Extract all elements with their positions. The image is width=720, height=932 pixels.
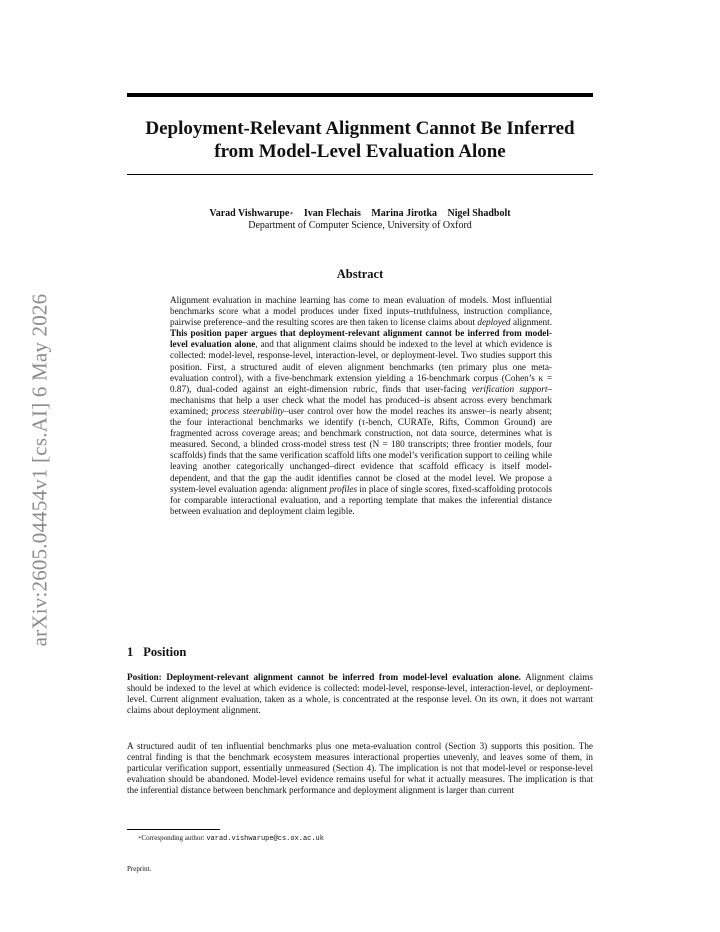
title-rule-bottom (127, 174, 593, 175)
abstract-text: , and that alignment claims should be indexed to the level at which evidence is collected: model-level, response-level, interaction-level, or deployment-level. Two studies support this position. First, a structured audit of eleven alignment benchmarks (ten primary plus one meta-evaluation control), with a five-benchmark extension yielding a 16-benchmark corpus (Cohen’s κ = 0.87), dual-coded against an eight-dimension rubric, finds that user-facing (170, 339, 552, 394)
author (209, 208, 293, 219)
section-title: Position (143, 645, 187, 659)
author (304, 208, 361, 219)
paragraph-text: Alignment claims should be indexed to the level at which evidence is collected: model-level, response-level, interaction-level, or deployment-level. Current alignment evaluation, taken as a whole, is concentrated at the response level. On its own, it does not warrant claims about deployment alignment. (127, 672, 593, 716)
author-name: Nigel Shadbolt (447, 208, 511, 219)
title-line-2: from Model-Level Evaluation Alone (214, 141, 506, 162)
abstract-emphasis: process steerability (211, 405, 285, 416)
paper-title (127, 117, 593, 163)
footnote (138, 834, 324, 844)
abstract-text: Alignment evaluation in machine learning has come to mean evaluation of models. Most influential benchmarks score what a model produces under fixed inputs–truthfulness, instruction compliance, pairwise preference–and the resulting scores are then taken to license claims about (170, 295, 552, 328)
footnote-rule (127, 829, 220, 830)
author-block (127, 208, 593, 232)
abstract-body (170, 295, 552, 517)
abstract-heading: Abstract (336, 267, 384, 281)
abstract-emphasis: deployed (477, 317, 511, 328)
preprint-label: Preprint. (127, 865, 152, 873)
title-line-1: Deployment-Relevant Alignment Cannot Be Inferred (145, 118, 575, 139)
body-paragraph (127, 741, 593, 796)
section-heading (127, 645, 186, 660)
author-name: Varad Vishwarupe (209, 208, 290, 219)
corresponding-email[interactable]: varad.vishwarupe@cs.ox.ac.uk (206, 835, 324, 843)
author (448, 208, 511, 219)
paragraph-text (127, 672, 593, 716)
affiliation: Department of Computer Science, University of Oxford (248, 220, 472, 231)
author-footnote-mark[interactable]: ∗ (289, 211, 294, 217)
author (371, 208, 437, 219)
author-list (127, 208, 593, 220)
position-statement: Position: Deployment-relevant alignment cannot be inferred from model-level evaluation alone. (127, 672, 521, 682)
abstract-text: in place of single scores, fixed-scaffolding protocols for comparable interactional evaluation, and a reporting template that makes the inferential distance between evaluation and deployment claim legible. (170, 483, 552, 516)
abstract-position-statement: This position paper argues that deployment-relevant alignment cannot be inferred from model-level evaluation alone (170, 328, 552, 350)
abstract-paragraph (170, 295, 552, 517)
paragraph-text: A structured audit of ten influential benchmarks plus one meta-evaluation control (Section 3) supports this position. The central finding is that the benchmark ecosystem measures interactional properties unevenly, and leaves some of them, in particular verification support, essentially unmeasured (Section 4). The implication is not that model-level or response-level evaluation should be abandoned. Model-level evidence remains useful for what it actually measures. The implication is that the inferential distance between benchmark performance and deployment alignment is larger than current (127, 741, 593, 796)
section-number: 1 (127, 645, 134, 659)
arxiv-identifier[interactable]: arXiv:2605.04454v1 [cs.AI] 6 May 2026 (27, 293, 52, 647)
title-rule-top (127, 93, 593, 97)
footnote-label: Corresponding author: (141, 834, 207, 842)
footnote-mark: ∗ (138, 836, 142, 841)
abstract-text: –mechanisms that help a user check what the model has produced–is absent across every benchmark examined; (170, 383, 552, 416)
author-name: Ivan Flechais (303, 208, 361, 219)
abstract-text: alignment. (510, 317, 552, 328)
body-paragraph (127, 672, 593, 716)
abstract-emphasis: verification support (471, 383, 548, 394)
abstract-text: –user control over how the model reaches its answer–is nearly absent; the four interactional benchmarks we identify (τ-bench, CURATe, Rifts, Common Ground) are fragmented across coverage areas; and benchmark construction, not data source, determines what is measured. Second, a blinded cross-model stress test (N = 180 transcripts; three frontier models, four scaffolds) finds that the same verification scaffold lifts one model’s verification support to ceiling while leaving another categorically unchanged–direct evidence that scaffold efficacy is itself model-dependent, and that the gap the audit identifies cannot be closed at the model level. We propose a system-level evaluation agenda: alignment (170, 405, 552, 494)
abstract-emphasis: profiles (329, 483, 358, 494)
author-name: Marina Jirotka (371, 208, 438, 219)
